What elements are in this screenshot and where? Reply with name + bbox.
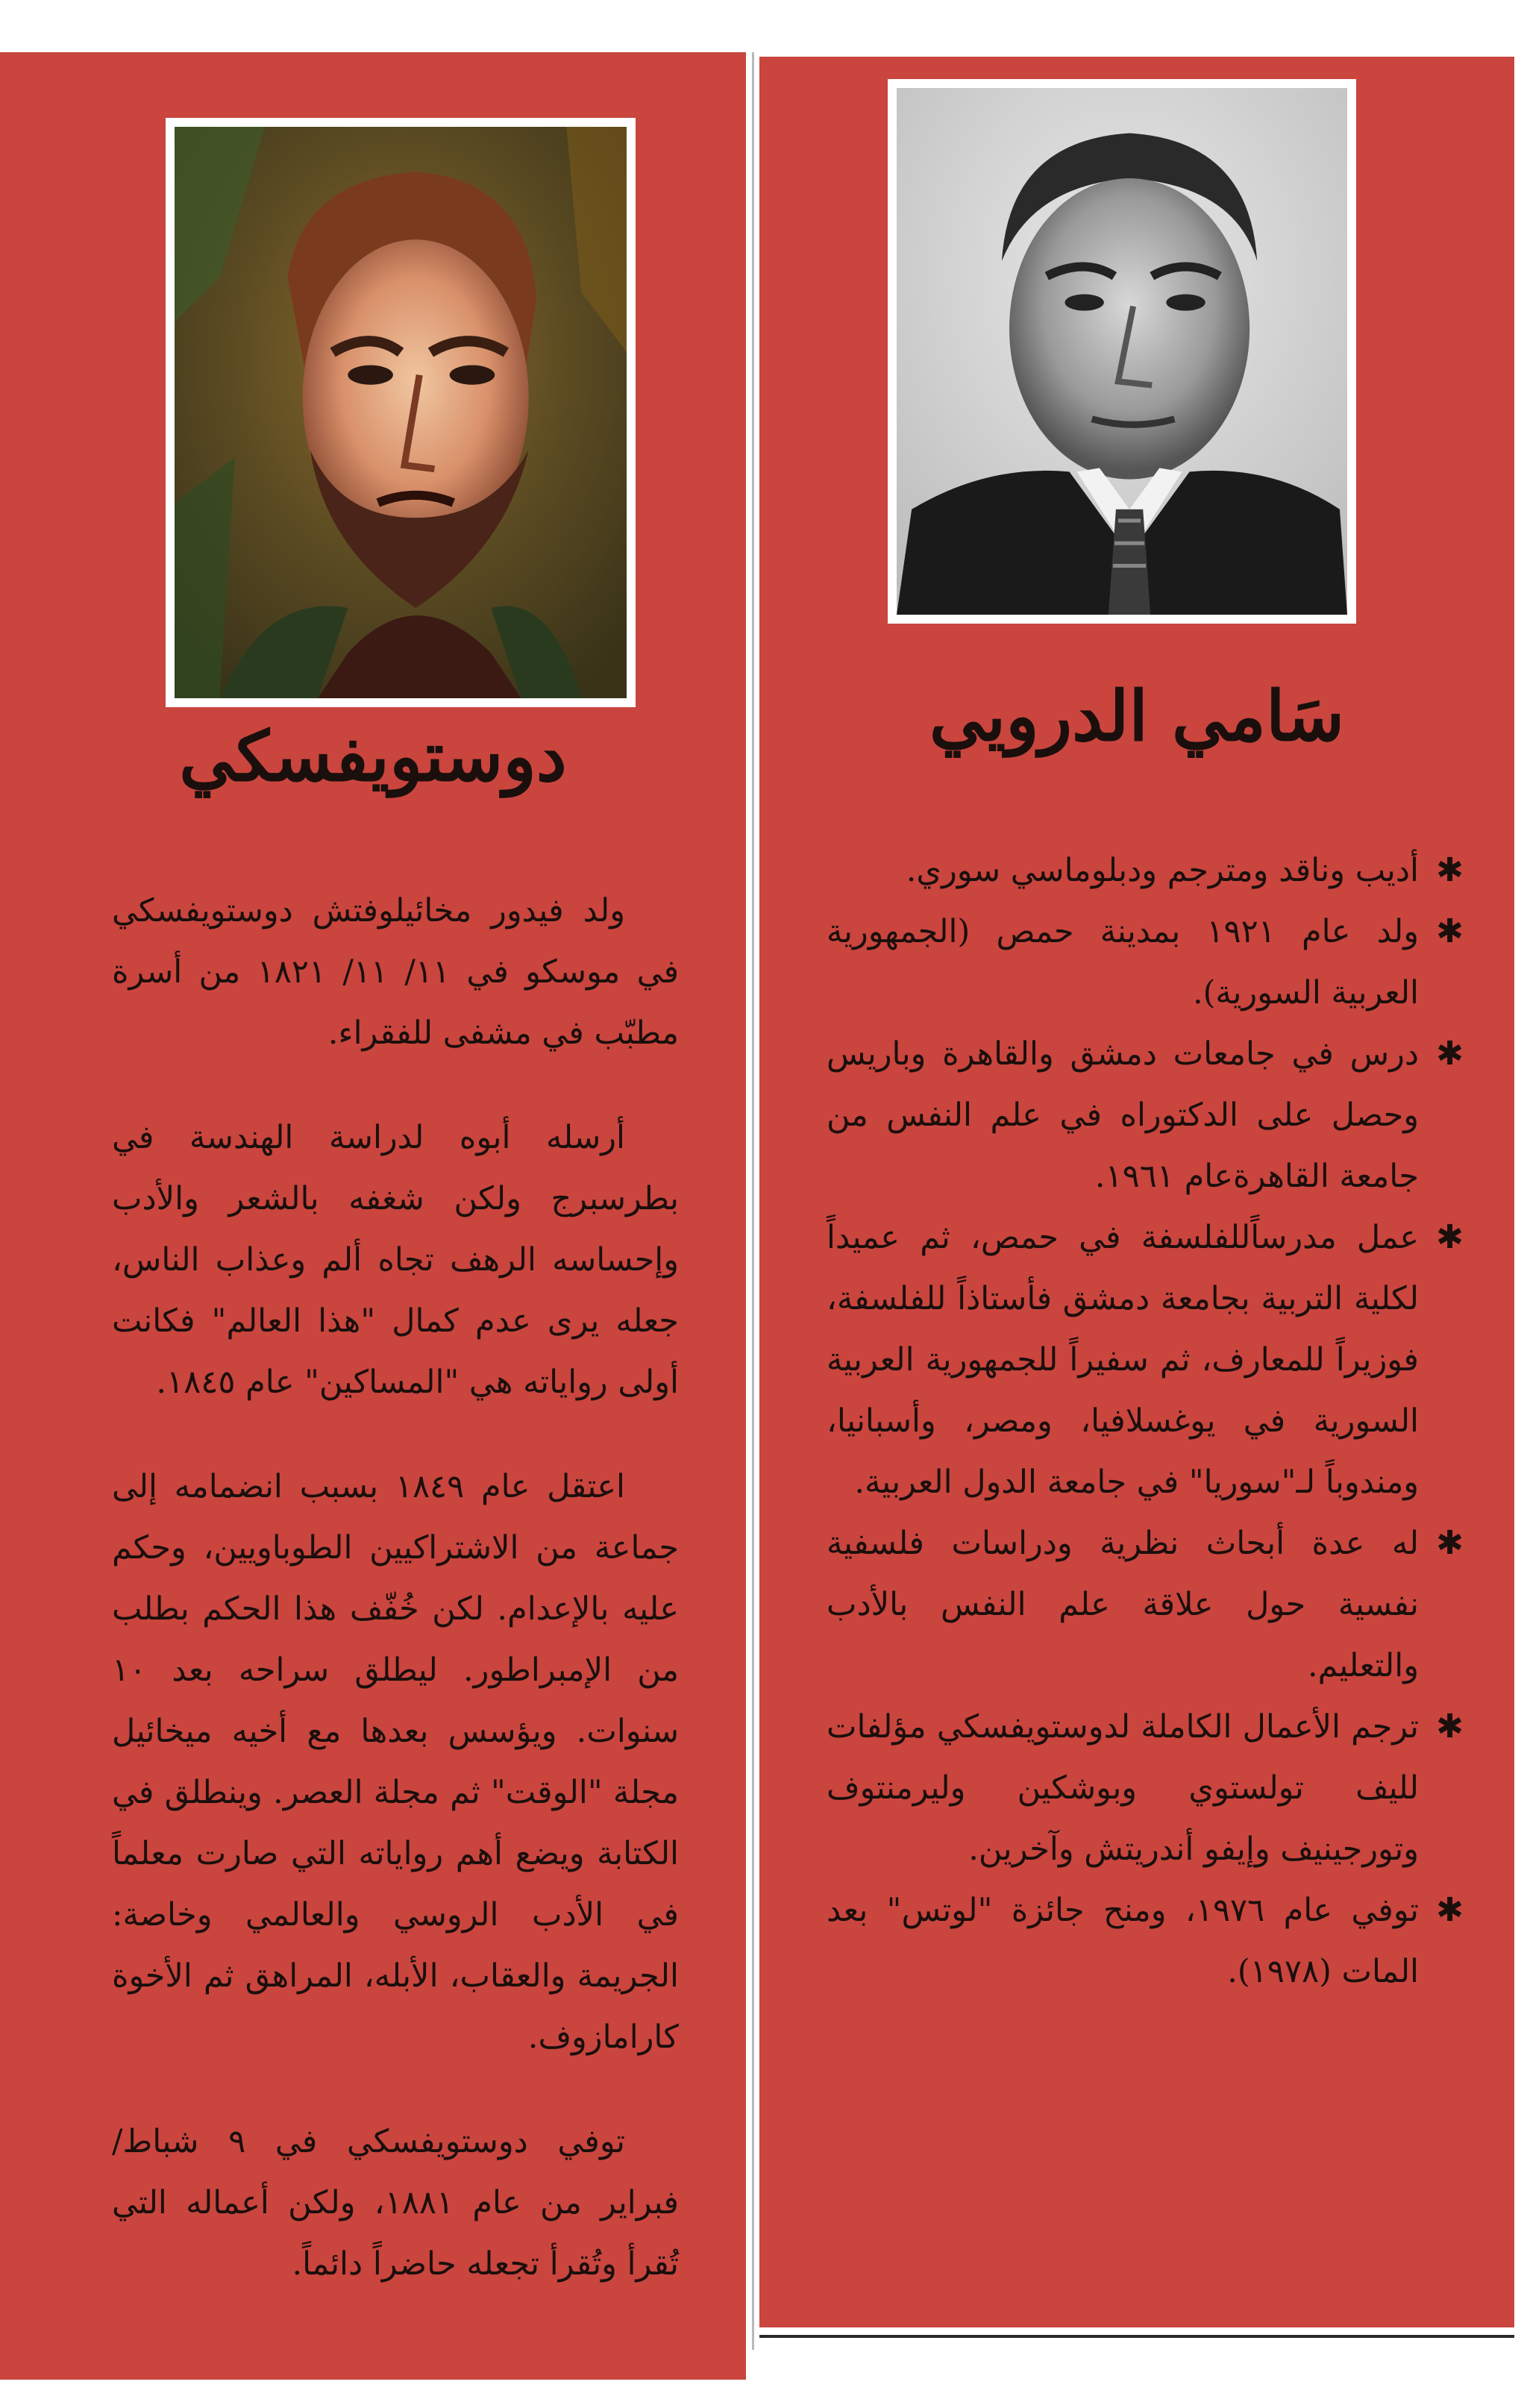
bio-list-item	[827, 1207, 1468, 1513]
droubi-biography	[827, 840, 1468, 2002]
bio-paragraph: اعتقل عام ١٨٤٩ بسبب انضمامه إلى جماعة من الاشتراكيين الطوباويين، وحكم عليه بالإعدام. لكن خُفّف هذا الحكم بطلب من الإمبراطور. ليطلق سراحه بعد ١٠ سنوات. ويؤسس بعدها مع أخيه ميخائيل مجلة "الوقت" ثم مجلة العصر. وينطلق في الكتابة ويضع أهم رواياته التي صارت معلماً في الأدب الروسي والعالمي وخاصة: الجريمة والعقاب، الأبله، المراهق ثم الأخوة كارامازوف.	[112, 1468, 679, 2056]
asterisk-icon: ✱	[1436, 1891, 1464, 1929]
bio-list-item	[827, 901, 1468, 1023]
bio-item-text: ترجم الأعمال الكاملة لدوستويفسكي مؤلفات لليف تولستوي وبوشكين وليرمنتوف وتورجينيف وإيفو أندريتش وآخرين.	[827, 1708, 1419, 1868]
asterisk-icon: ✱	[1436, 1218, 1464, 1256]
bio-item-text: درس في جامعات دمشق والقاهرة وباريس وحصل على الدكتوراه في علم النفس من جامعة القاهرةعام ١٩٦١.	[827, 1035, 1419, 1195]
bio-list-item	[827, 1023, 1468, 1207]
asterisk-icon: ✱	[1436, 912, 1464, 950]
bio-paragraph: أرسله أبوه لدراسة الهندسة في بطرسبرج ولكن شغفه بالشعر والأدب وإحساسه الرهف تجاه ألم وعذاب الناس، جعله يرى عدم كمال "هذا العالم" فكانت أولى رواياته هي "المساكين" عام ١٨٤٥.	[112, 1119, 679, 1401]
droubi-name-heading: سَامي الدرويي	[929, 676, 1345, 756]
bio-list-item	[827, 1696, 1468, 1880]
bio-item-text: له عدة أبحاث نظرية ودراسات فلسفية نفسية حول علاقة علم النفس بالأدب والتعليم.	[827, 1525, 1419, 1684]
dostoevsky-biography	[112, 880, 679, 2338]
dostoevsky-name-heading: دوستويفسكي	[179, 716, 567, 797]
bio-item-text: عمل مدرساًللفلسفة في حمص، ثم عميداً لكلية التربية بجامعة دمشق فأستاذاً للفلسفة، فوزيراً للمعارف، ثم سفيراً للجمهورية العربية السورية في يوغسلافيا، ومصر، وأسبانيا، ومندوباً لـ"سوريا" في جامعة الدول العربية.	[827, 1219, 1419, 1501]
droubi-panel	[759, 57, 1514, 2327]
dostoevsky-panel	[0, 52, 746, 2380]
bio-list-item	[827, 1513, 1468, 1696]
dostoevsky-portrait-icon	[175, 127, 627, 698]
asterisk-icon: ✱	[1436, 1708, 1464, 1746]
bio-paragraph: توفي دوستويفسكي في ٩ شباط/ فبراير من عام ١٨٨١، ولكن أعماله التي تُقرأ وتُقرأ تجعله حاضراً دائماً.	[112, 2123, 679, 2283]
asterisk-icon: ✱	[1436, 1524, 1464, 1562]
bio-item-text: ولد عام ١٩٢١ بمدينة حمص (الجمهورية العربية السورية).	[827, 913, 1420, 1012]
bio-item-text: أديب وناقد ومترجم ودبلوماسي سوري.	[906, 852, 1419, 889]
bio-list-item	[827, 1880, 1468, 2002]
bio-list	[827, 840, 1468, 2002]
bio-list-item	[827, 840, 1468, 901]
bio-item-text: توفي عام ١٩٧٦، ومنح جائزة "لوتس" بعد المات (١٩٧٨).	[827, 1892, 1420, 1990]
bottom-divider	[759, 2335, 1514, 2338]
asterisk-icon: ✱	[1436, 1035, 1464, 1073]
page-gutter	[752, 52, 754, 2350]
dostoevsky-portrait	[166, 118, 636, 707]
asterisk-icon: ✱	[1436, 851, 1464, 889]
droubi-portrait	[888, 79, 1356, 624]
droubi-portrait-icon	[897, 88, 1347, 615]
bio-paragraph: ولد فيدور مخائيلوفتش دوستويفسكي في موسكو في ١١/ ١١/ ١٨٢١ من أسرة مطبّب في مشفى للفقراء.	[112, 892, 680, 1052]
